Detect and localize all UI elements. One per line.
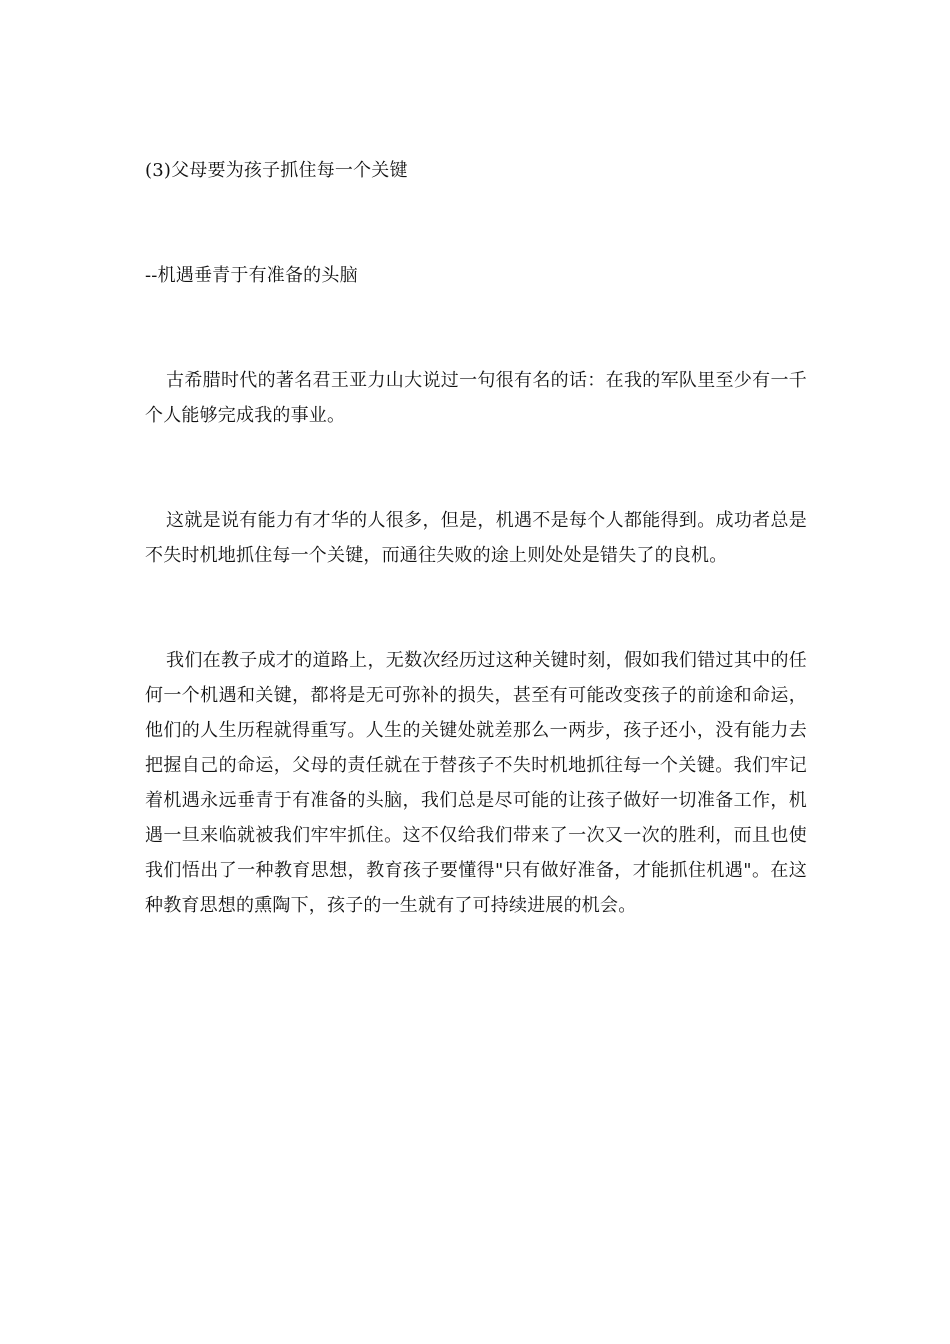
paragraph: 古希腊时代的著名君王亚力山大说过一句很有名的话：在我的军队里至少有一千个人能够完成我的事业。 [145, 370, 807, 426]
paragraph: 我们在教子成才的道路上，无数次经历过这种关键时刻，假如我们错过其中的任何一个机遇和关键，都将是无可弥补的损失，甚至有可能改变孩子的前途和命运，他们的人生历程就得重写。人生的关键处就差那么一两步，孩子还小，没有能力去把握自己的命运，父母的责任就在于替孩子不失时机地抓往每一个关键。我们牢记着机遇永远垂青于有准备的头脑，我们总是尽可能的让孩子做好一切准备工作，机遇一旦来临就被我们牢牢抓住。这不仅给我们带来了一次又一次的胜利，而且也使我们悟出了一种教育思想，教育孩子要懂得"只有做好准备，才能抓住机遇"。在这种教育思想的熏陶下，孩子的一生就有了可持续进展的机会。 [145, 650, 807, 916]
paragraph: 这就是说有能力有才华的人很多，但是，机遇不是每个人都能得到。成功者总是不失时机地抓住每一个关键，而通往失败的途上则处处是错失了的良机。 [145, 510, 807, 566]
section-heading: (3)父母要为孩子抓住每一个关键 [145, 160, 408, 181]
section-subtitle: --机遇垂青于有准备的头脑 [145, 265, 358, 286]
